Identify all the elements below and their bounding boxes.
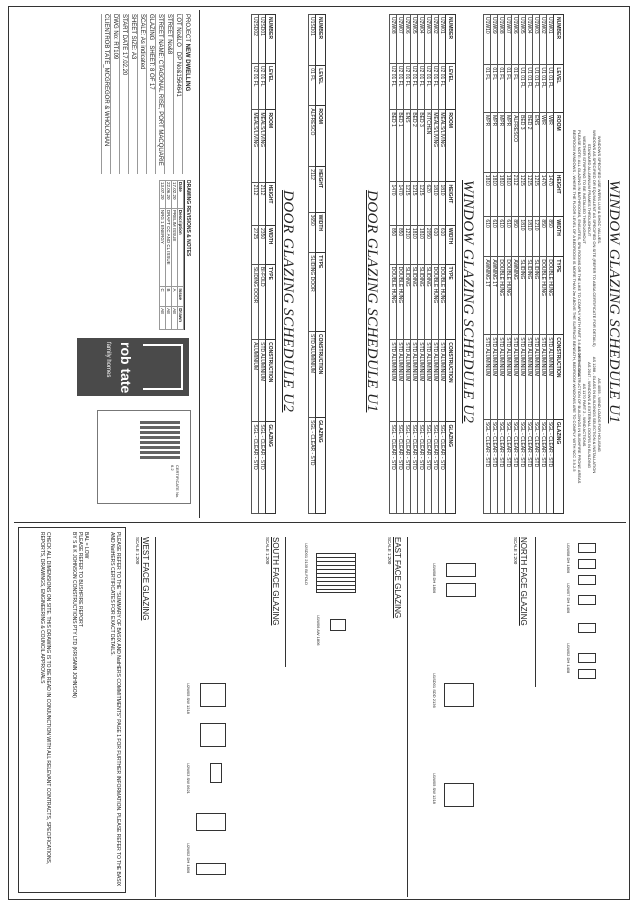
south-scale: SCALE 1:200 (265, 537, 270, 565)
table-cell: 1470 (390, 182, 397, 225)
window-label: U2W07 DH 1406 (566, 583, 571, 614)
window-mark (578, 595, 596, 605)
table-cell: SGL - CLEAR - STD (259, 422, 266, 514)
title-block (14, 10, 200, 518)
east-elevation-title: EAST FACE GLAZING (393, 537, 402, 619)
table-row (526, 15, 533, 514)
table-cell: 610 (484, 217, 491, 257)
column-header: GLAZING (316, 418, 326, 514)
company-logo: rob tate family homes (77, 338, 189, 396)
table-cell: 850 (397, 225, 404, 264)
column-header: ROOM (554, 113, 564, 173)
south-elevation-title: SOUTH FACE GLAZING (271, 537, 280, 626)
table-cell: SGL - CLEAR - STD (547, 419, 554, 513)
revision-row: 17.02.20 PRELIM ISSUE A AE (172, 181, 178, 330)
window-label: U1W02 DH 1408 (566, 643, 571, 674)
table-cell: U1W09 (491, 15, 498, 65)
table-cell: 1810 (491, 172, 498, 217)
table-cell: SGL - CLEAR - STD (526, 419, 533, 513)
east-scale: SCALE 1:200 (387, 537, 392, 565)
column-header: LEVEL (554, 65, 564, 113)
drawing-sheet (8, 6, 630, 900)
table-cell: U1 01 FL (533, 65, 540, 113)
table-cell: STD ALUMINIUM (432, 340, 439, 422)
table-cell: U2W07 (397, 15, 404, 64)
table-cell: AWNING 1T (491, 257, 498, 335)
table-cell: SGL - CLEAR - STD (484, 419, 491, 513)
window-mark (444, 783, 474, 807)
column-header: LEVEL (266, 63, 276, 109)
column-header: TYPE (554, 257, 564, 335)
table-cell: U2 01 FL (439, 63, 446, 109)
window-label: U1W06 AW 1806 (316, 615, 321, 646)
table-cell: SGL - CLEAR - STD (404, 422, 411, 514)
table-cell: SGL - CLEAR - STD (309, 418, 316, 514)
table-cell: MPR (505, 113, 512, 173)
column-header: LEVEL (446, 63, 456, 109)
column-header: HEIGHT (266, 182, 276, 225)
table-cell: ENS (404, 110, 411, 182)
table-row (404, 15, 411, 514)
table-cell: STD ALUMINIUM (505, 335, 512, 420)
table-cell: U2SD01 (259, 15, 266, 64)
column-header: HEIGHT (554, 172, 564, 217)
table-cell: 850 (540, 217, 547, 257)
column-header: WIDTH (266, 226, 276, 265)
table-cell: U2 01 FL (259, 63, 266, 109)
table-cell: STD ALUMINIUM (309, 332, 316, 418)
table-cell: MEALS/LIVING (439, 110, 446, 182)
door-schedule-u2-title: DOOR GLAZING SCHEDULE U2 (280, 190, 296, 413)
table-cell: 3650 (309, 212, 316, 253)
table-cell: 1215 (411, 182, 418, 225)
revision-row: 22.06.20 DRAFT CC AND CL ISSUE B AE (166, 181, 172, 330)
house-icon (143, 344, 183, 390)
table-cell: 01 FL (491, 65, 498, 113)
table-cell: SGL - CLEAR - STD (432, 422, 439, 514)
column-header: ROOM (446, 110, 456, 182)
table-cell: DOUBLE HUNG (390, 264, 397, 340)
table-cell: U2W08 (390, 15, 397, 64)
table-cell: DOUBLE HUNG (505, 257, 512, 335)
window-label: U1SD01 SDD 2136 (432, 673, 437, 708)
table-cell: DOUBLE HUNG (547, 257, 554, 335)
table-row (439, 15, 446, 514)
bifold-door-mark (316, 553, 356, 593)
table-cell: U2 01 FL (411, 63, 418, 109)
table-cell: 1215 (418, 182, 425, 225)
table-cell: 1470 (547, 172, 554, 217)
table-cell: DOUBLE HUNG (439, 264, 446, 340)
table-cell: SGL - CLEAR - STD (540, 419, 547, 513)
schedule-u1-notes: WINDOWS SPECIFIED USE WERS U-W & SHGC VALUES. WINDOWS AS SPECIFIED OR EQUIVALENT AS SPECIFIED ON SITE (REFER TO ABSA CERTIFICATE FOR DETAILS) STANDARD ALUMINIUM FRAMES THROUGHOUT WEATHER STRIPPING TO BE INSTALLED THROUGHOUT PLEASE NOTE: ALL GLAZING IN BATHROOMS, ENSUITES, SPA ROOMS OR THE LIKE TO COMPLY WITH PART 3.6.4.5 OF THE BCA BEDROOM WINDOWS - WHERE THE FLOOR LEVEL OF A BEDROOM IS MORE THAN 2m ABOVE THE SURFACE BENEATH, BEDROOM WINDOWS ARE TO COMPLY WITH NCC 3.9.2.5 (572, 130, 602, 472)
table-cell: 1810 (418, 225, 425, 264)
table-cell: MPR (498, 113, 505, 173)
table-cell: 1810 (439, 182, 446, 225)
table-row (512, 15, 519, 514)
column-header: CONSTRUCTION (446, 340, 456, 422)
window-mark (578, 623, 596, 633)
column-header: LEVEL (316, 66, 326, 106)
table-cell: SGL - CLEAR - STD (491, 419, 498, 513)
table-cell: BED 2 (526, 113, 533, 173)
south-elevation (285, 537, 286, 667)
north-elevation (535, 537, 536, 687)
schedule-u2-title: WINDOW GLAZING SCHEDULE U2 (460, 180, 476, 424)
window-mark (578, 559, 596, 569)
table-cell: STD ALUMINIUM (259, 340, 266, 422)
basix-note: PLEASE REFER TO THE "SUMMARY OF BASIX AND NatHERS COMMITMENTS" PAGE 1 FOR FURTHER INFORMATION. PLEASE REFER TO THE BASIX AND NatHERS CERTIFICATES FOR EXACT DETAILS. (109, 532, 121, 887)
table-cell: 2112 (259, 182, 266, 225)
table-cell: STD ALUMINIUM (526, 335, 533, 420)
door-schedule-u2-table (251, 14, 276, 514)
column-header: ROOM (316, 106, 326, 167)
project-details: PROJECT NEW DWELLING LOT No&LO DP No&1564641 STREET No&8 STREET NAME: CTAGONAL RISE, PORT MACQUARIE GLAZING SHEET: 8 OF 17 SCALE: As indicated SHEET SIZE: A3 START DATE 17.02.20 DWG No: RT109 CLIENTROB TATE_MCGREGOR & WHOLOHAN (101, 14, 191, 174)
table-cell: 2350 (259, 226, 266, 265)
window-mark (200, 723, 226, 747)
table-row (432, 15, 439, 514)
column-header: NUMBER (446, 15, 456, 64)
table-cell: SGL - CLEAR - STD (512, 419, 519, 513)
table-cell: SGL - CLEAR - STD (519, 419, 526, 513)
table-cell: 1810 (519, 217, 526, 257)
table-cell: BI-FOLD (259, 264, 266, 339)
table-cell: SGL - CLEAR - STD (418, 422, 425, 514)
table-row (309, 15, 316, 514)
column-header: CONSTRUCTION (266, 340, 276, 422)
qr-code-icon (140, 421, 180, 461)
table-cell: ALFRESCO (309, 106, 316, 167)
table-cell: U1W05 (519, 15, 526, 65)
table-cell: U2 01 FL (252, 63, 259, 109)
table-cell: 1810 (505, 172, 512, 217)
table-cell: 850 (547, 217, 554, 257)
table-cell: ALUMINIUM (252, 340, 259, 422)
table-cell: 1810 (526, 217, 533, 257)
table-cell: U2W03 (425, 15, 432, 64)
table-cell: 1810 (498, 172, 505, 217)
window-mark (444, 683, 474, 707)
table-cell: 1810 (484, 172, 491, 217)
schedule-u1-table (483, 14, 564, 514)
revisions-table: DRAWING REVISIONS & NOTES Date Description Issue Drawn 17.02.20 PRELIM ISSUE A AE 22.06.20 DRAFT CC AND CL ISSUE B AE 13.07.20 NRG 1 ENERGY C AE (159, 180, 191, 330)
table-cell: STD ALUMINIUM (484, 335, 491, 420)
window-label: U2W03 SW 0621 (186, 763, 191, 794)
table-row (418, 15, 425, 514)
table-cell: STD ALUMINIUM (439, 340, 446, 422)
table-cell: SLIDING (519, 257, 526, 335)
table-cell: KITCHEN (425, 110, 432, 182)
table-cell: 1215 (404, 182, 411, 225)
table-cell: 610 (439, 225, 446, 264)
table-cell: SGL - CLEAR - STD (252, 422, 259, 514)
window-label: U1W05 SW 1218 (432, 773, 437, 804)
table-cell: 1470 (397, 182, 404, 225)
column-header: GLAZING (266, 422, 276, 514)
table-cell: U2W05 (411, 15, 418, 64)
table-row (533, 15, 540, 514)
column-header: TYPE (266, 264, 276, 339)
table-cell: 1470 (540, 172, 547, 217)
table-row (397, 15, 404, 514)
column-header: WIDTH (554, 217, 564, 257)
table-cell: U2SD02 (252, 15, 259, 64)
west-scale: SCALE 1:200 (135, 537, 140, 565)
table-cell: U2 01 FL (418, 63, 425, 109)
table-cell: 2050 (425, 225, 432, 264)
window-mark (210, 763, 222, 783)
table-row (491, 15, 498, 514)
table-cell: BED 3 (418, 110, 425, 182)
table-cell: STD ALUMINIUM (498, 335, 505, 420)
table-cell: 850 (390, 225, 397, 264)
table-cell: BED 1 (390, 110, 397, 182)
west-elevation-title: WEST FACE GLAZING (141, 537, 150, 621)
table-cell: STD ALUMINIUM (404, 340, 411, 422)
glazing-schedules (206, 10, 626, 518)
schedule-u1-standards: AS 4055 - WIND LOADS FOR HOUSING AS 1288 - GLASS IN BUILDINGS SELECTION & INSTALLATION AS 2047 - WINDOWS & EXTERNAL DOORS IN BUILDING AS 1170 PART 2 - WIND ACTIONS AS 3959 - CONSTRUCTION OF BUILDINGS IN BUSHFIRE PRONE AREAS (577, 346, 602, 484)
window-label: U1W08 DH 1806 (432, 563, 437, 594)
column-header: HEIGHT (446, 182, 456, 225)
table-cell: U1W06 (512, 15, 519, 65)
table-cell: DOUBLE HUNG (432, 264, 439, 340)
table-cell: MPR (491, 113, 498, 173)
table-cell: 610 (432, 225, 439, 264)
window-label: U2SD01 2135 BI-FOLD (304, 543, 309, 586)
column-header: NUMBER (554, 15, 564, 65)
column-header: TYPE (316, 253, 326, 332)
table-cell: DOUBLE HUNG (498, 257, 505, 335)
window-label: U1W08 DH 1806 (566, 543, 571, 574)
window-mark (196, 863, 226, 875)
table-row (252, 15, 259, 514)
table-row (425, 15, 432, 514)
table-cell: STD ALUMINIUM (397, 340, 404, 422)
column-header: CONSTRUCTION (554, 335, 564, 420)
table-row (519, 15, 526, 514)
table-cell: 01 FL (512, 65, 519, 113)
table-cell: 1215 (533, 172, 540, 217)
table-cell: SLIDING (533, 257, 540, 335)
window-mark (446, 583, 476, 597)
certificate-stamp: CERTIFICATE No. 6.2 (97, 410, 191, 504)
column-header: WIDTH (316, 212, 326, 253)
table-cell: U1 01 FL (519, 65, 526, 113)
table-cell: SGL - CLEAR - STD (533, 419, 540, 513)
north-elevation-title: NORTH FACE GLAZING (519, 537, 528, 626)
table-cell: STD ALUMINIUM (411, 340, 418, 422)
table-cell: STD ALUMINIUM (533, 335, 540, 420)
table-cell: 610 (505, 217, 512, 257)
table-cell: MPR (484, 113, 491, 173)
column-header: WIDTH (446, 225, 456, 264)
table-cell: U2 01 FL (425, 63, 432, 109)
table-row (498, 15, 505, 514)
window-mark (578, 653, 596, 663)
column-header: HEIGHT (316, 167, 326, 212)
table-cell: U1W10 (484, 15, 491, 65)
table-cell: SLIDING (425, 264, 432, 340)
table-cell: AWNING (512, 257, 519, 335)
table-cell: MEALS/LIVING (252, 110, 259, 182)
table-cell: BED 1 (397, 110, 404, 182)
table-cell: STD ALUMINIUM (425, 340, 432, 422)
column-header: TYPE (446, 264, 456, 340)
table-cell: U1W04 (526, 15, 533, 65)
window-mark (200, 683, 226, 707)
table-row (411, 15, 418, 514)
table-cell: 1210 (533, 217, 540, 257)
window-mark (330, 619, 346, 631)
bal-note: BAL = LOW PLEASE REFER TO BUSHFIRE REPORT BY S & K JOHNSON CONSTRUCTIONS PTY LTD (KRISANN JOHNSON) (71, 532, 89, 698)
window-mark (578, 543, 596, 553)
table-cell: STD ALUMINIUM (519, 335, 526, 420)
table-cell: 1215 (519, 172, 526, 217)
table-cell: U1 01 FL (547, 65, 554, 113)
table-cell: STD ALUMINIUM (540, 335, 547, 420)
door-schedule-u1-table (308, 14, 326, 514)
column-header: NUMBER (266, 15, 276, 64)
table-cell: 850 (512, 217, 519, 257)
table-cell: U1W07 (505, 15, 512, 65)
west-elevation (155, 537, 156, 897)
schedule-u1-title: WINDOW GLAZING SCHEDULE U1 (606, 180, 622, 424)
table-cell: U2 01 FL (397, 63, 404, 109)
table-cell: STD ALUMINIUM (547, 335, 554, 420)
east-elevation (407, 537, 408, 897)
table-cell: ENS (533, 113, 540, 173)
table-cell: U1W01 (547, 15, 554, 65)
north-scale: SCALE 1:200 (513, 537, 518, 565)
table-row (259, 15, 266, 514)
table-cell: BED 2 (411, 110, 418, 182)
table-cell: SGL - CLEAR - STD (390, 422, 397, 514)
table-cell: MEALS/LIVING (432, 110, 439, 182)
table-cell: U2 01 FL (432, 63, 439, 109)
table-cell: U2W01 (439, 15, 446, 64)
table-cell: 2112 (512, 172, 519, 217)
schedule-u2-table (389, 14, 456, 514)
table-cell: STD ALUMINIUM (418, 340, 425, 422)
table-cell: STD ALUMINIUM (512, 335, 519, 420)
column-header: GLAZING (446, 422, 456, 514)
table-cell: U2 01 FL (390, 63, 397, 109)
table-row (390, 15, 397, 514)
notes-box (18, 527, 126, 893)
table-cell: STD ALUMINIUM (491, 335, 498, 420)
table-cell: STD ALUMINIUM (390, 340, 397, 422)
window-mark (578, 669, 596, 679)
table-cell: SGL - CLEAR - STD (425, 422, 432, 514)
table-cell: 610 (491, 217, 498, 257)
table-row (540, 15, 547, 514)
table-cell: U1W08 (498, 15, 505, 65)
table-row (547, 15, 554, 514)
table-cell: DOUBLE HUNG (397, 264, 404, 340)
table-cell: SGL - CLEAR - STD (411, 422, 418, 514)
window-mark (446, 563, 476, 577)
table-cell: U2W02 (432, 15, 439, 64)
table-cell: AWNING 1T (484, 257, 491, 335)
table-cell: BED 3 (519, 113, 526, 173)
table-cell: WIR (540, 113, 547, 173)
table-cell: SLIDING (411, 264, 418, 340)
table-cell: 1215 (526, 172, 533, 217)
table-cell: 620 (425, 182, 432, 225)
column-header: ROOM (266, 110, 276, 182)
table-cell: 01 FL (484, 65, 491, 113)
table-cell: MEALS/LIVING (259, 110, 266, 182)
window-label: U2W05 SW 1218 (186, 683, 191, 714)
table-cell: 01 FL (498, 65, 505, 113)
table-cell: U2 01 FL (404, 63, 411, 109)
column-header: NUMBER (316, 15, 326, 66)
table-cell: SLIDING (418, 264, 425, 340)
check-dimensions-note: CHECK ALL DIMENSIONS ON SITE. THIS DRAWING IS TO BE READ IN CONJUNCTION WITH ALL RELEVANT CONTRACTS, SPECIFICATIONS, REPORTS, DRAWINGS, ENGINEERING & COUNCIL APPROVALS (39, 532, 51, 865)
table-cell: U1 01 FL (526, 65, 533, 113)
table-cell: U1W03 (533, 15, 540, 65)
table-cell: DOUBLE HUNG (540, 257, 547, 335)
table-cell: SGL - CLEAR - STD (498, 419, 505, 513)
table-cell: U2W04 (418, 15, 425, 64)
table-cell: SLIDING (404, 264, 411, 340)
table-cell: SLIDING DOOR (252, 264, 259, 339)
elevations-panel (14, 522, 626, 896)
table-cell: U1 01 FL (540, 65, 547, 113)
window-mark (578, 575, 596, 585)
table-cell: 2112 (252, 182, 259, 225)
table-cell: 2112 (309, 167, 316, 212)
column-header: GLAZING (554, 419, 564, 513)
window-label: U2W02 DH 1806 (186, 843, 191, 874)
table-cell: 01 FL (309, 66, 316, 106)
table-cell: U2W06 (404, 15, 411, 64)
door-schedule-u1-title: DOOR GLAZING SCHEDULE U1 (364, 190, 380, 413)
table-cell: SGL - CLEAR - STD (397, 422, 404, 514)
table-cell: SLIDING DOOR (309, 253, 316, 332)
table-row (484, 15, 491, 514)
table-cell: 1210 (404, 225, 411, 264)
table-cell: U1SD01 (309, 15, 316, 66)
table-cell: U1W02 (540, 15, 547, 65)
revision-row: 13.07.20 NRG 1 ENERGY C AE (160, 181, 166, 330)
column-header: CONSTRUCTION (316, 332, 326, 418)
table-cell: 610 (498, 217, 505, 257)
table-cell: SGL - CLEAR - STD (439, 422, 446, 514)
table-cell: 1810 (432, 182, 439, 225)
table-cell: 2725 (252, 226, 259, 265)
table-cell: 01 FL (505, 65, 512, 113)
table-cell: SGL - CLEAR - STD (505, 419, 512, 513)
table-cell: SLIDING (526, 257, 533, 335)
window-mark (196, 813, 226, 831)
table-row (505, 15, 512, 514)
table-cell: ALFRESCO (512, 113, 519, 173)
table-cell: WIR (547, 113, 554, 173)
table-cell: 1810 (411, 225, 418, 264)
